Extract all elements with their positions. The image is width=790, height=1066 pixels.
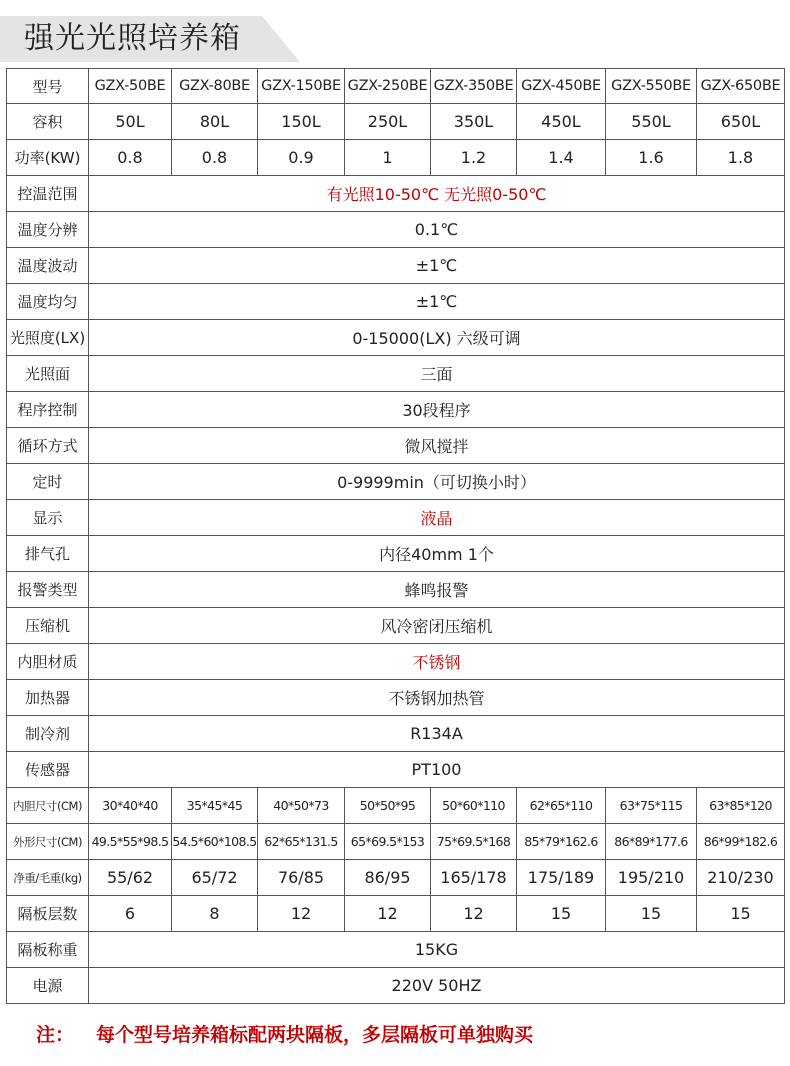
illuminance-value: 0-15000(LX) 六级可调 — [89, 320, 785, 356]
row-label: 隔板称重 — [7, 932, 89, 968]
value-cell: 1.6 — [606, 140, 697, 176]
model-cell: GZX-450BE — [517, 69, 606, 104]
value-cell: 63*75*115 — [606, 788, 697, 824]
footnote — [36, 1020, 555, 1047]
row-label: 内胆尺寸(CM) — [7, 788, 89, 824]
value-cell: 50L — [89, 104, 172, 140]
refrigerant-value: R134A — [89, 716, 785, 752]
value-cell: 54.5*60*108.5 — [172, 824, 258, 860]
value-cell: 12 — [258, 896, 345, 932]
value-cell: 1.4 — [517, 140, 606, 176]
temp-uniformity-value: ±1℃ — [89, 284, 785, 320]
table-row — [7, 392, 785, 428]
table-row — [7, 104, 785, 140]
value-cell: 75*69.5*168 — [431, 824, 517, 860]
value-cell: 6 — [89, 896, 172, 932]
value-cell: 62*65*110 — [517, 788, 606, 824]
liner-value: 不锈钢 — [89, 644, 785, 680]
table-row — [7, 140, 785, 176]
row-label: 定时 — [7, 464, 89, 500]
value-cell: 8 — [172, 896, 258, 932]
footnote-prefix: 注： — [36, 1024, 75, 1046]
table-row — [7, 896, 785, 932]
value-cell: 165/178 — [431, 860, 517, 896]
row-label: 净重/毛重(kg) — [7, 860, 89, 896]
table-row — [7, 69, 785, 104]
footnote-text: 每个型号培养箱标配两块隔板，多层隔板可单独购买 — [96, 1024, 534, 1046]
value-cell: 49.5*55*98.5 — [89, 824, 172, 860]
row-label: 容积 — [7, 104, 89, 140]
table-row — [7, 788, 785, 824]
temp-range-value: 有光照10-50℃ 无光照0-50℃ — [89, 176, 785, 212]
value-cell: 250L — [345, 104, 431, 140]
alarm-value: 蜂鸣报警 — [89, 572, 785, 608]
value-cell: 30*40*40 — [89, 788, 172, 824]
table-row — [7, 932, 785, 968]
value-cell: 55/62 — [89, 860, 172, 896]
vent-value: 内径40mm 1个 — [89, 536, 785, 572]
table-row — [7, 320, 785, 356]
row-label: 程序控制 — [7, 392, 89, 428]
heater-value: 不锈钢加热管 — [89, 680, 785, 716]
value-cell: 210/230 — [697, 860, 785, 896]
value-cell: 350L — [431, 104, 517, 140]
spec-table — [6, 68, 785, 1004]
table-row — [7, 464, 785, 500]
row-label: 外形尺寸(CM) — [7, 824, 89, 860]
row-label: 压缩机 — [7, 608, 89, 644]
model-cell: GZX-250BE — [345, 69, 431, 104]
value-cell: 65*69.5*153 — [345, 824, 431, 860]
table-row — [7, 608, 785, 644]
table-row — [7, 284, 785, 320]
value-cell: 40*50*73 — [258, 788, 345, 824]
value-cell: 80L — [172, 104, 258, 140]
table-row — [7, 752, 785, 788]
table-row — [7, 248, 785, 284]
value-cell: 1 — [345, 140, 431, 176]
value-cell: 86*99*182.6 — [697, 824, 785, 860]
table-row — [7, 536, 785, 572]
model-cell: GZX-80BE — [172, 69, 258, 104]
value-cell: 15 — [697, 896, 785, 932]
value-cell: 65/72 — [172, 860, 258, 896]
value-cell: 450L — [517, 104, 606, 140]
row-label: 显示 — [7, 500, 89, 536]
value-cell: 0.8 — [89, 140, 172, 176]
row-label: 功率(KW) — [7, 140, 89, 176]
title-banner — [0, 16, 300, 62]
value-cell: 86/95 — [345, 860, 431, 896]
model-cell: GZX-650BE — [697, 69, 785, 104]
table-row — [7, 176, 785, 212]
value-cell: 76/85 — [258, 860, 345, 896]
value-cell: 1.8 — [697, 140, 785, 176]
table-row — [7, 824, 785, 860]
sensor-value: PT100 — [89, 752, 785, 788]
value-cell: 12 — [345, 896, 431, 932]
row-label: 温度均匀 — [7, 284, 89, 320]
value-cell: 86*89*177.6 — [606, 824, 697, 860]
value-cell: 15 — [517, 896, 606, 932]
row-label: 电源 — [7, 968, 89, 1004]
row-label: 型号 — [7, 69, 89, 104]
model-cell: GZX-150BE — [258, 69, 345, 104]
value-cell: 50*60*110 — [431, 788, 517, 824]
light-side-value: 三面 — [89, 356, 785, 392]
display-value: 液晶 — [89, 500, 785, 536]
value-cell: 0.9 — [258, 140, 345, 176]
compressor-value: 风冷密闭压缩机 — [89, 608, 785, 644]
row-label: 制冷剂 — [7, 716, 89, 752]
row-label: 内胆材质 — [7, 644, 89, 680]
model-cell: GZX-550BE — [606, 69, 697, 104]
value-cell: 63*85*120 — [697, 788, 785, 824]
table-row — [7, 716, 785, 752]
table-row — [7, 968, 785, 1004]
row-label: 温度波动 — [7, 248, 89, 284]
spec-table-body — [7, 69, 785, 1004]
table-row — [7, 644, 785, 680]
value-cell: 550L — [606, 104, 697, 140]
program-value: 30段程序 — [89, 392, 785, 428]
row-label: 传感器 — [7, 752, 89, 788]
circulation-value: 微风搅拌 — [89, 428, 785, 464]
temp-resolution-value: 0.1℃ — [89, 212, 785, 248]
table-row — [7, 500, 785, 536]
table-row — [7, 428, 785, 464]
timer-value: 0-9999min（可切换小时） — [89, 464, 785, 500]
value-cell: 15 — [606, 896, 697, 932]
row-label: 温度分辨 — [7, 212, 89, 248]
table-row — [7, 572, 785, 608]
temp-fluctuation-value: ±1℃ — [89, 248, 785, 284]
table-row — [7, 212, 785, 248]
row-label: 光照度(LX) — [7, 320, 89, 356]
table-row — [7, 860, 785, 896]
value-cell: 195/210 — [606, 860, 697, 896]
value-cell: 62*65*131.5 — [258, 824, 345, 860]
row-label: 隔板层数 — [7, 896, 89, 932]
value-cell: 85*79*162.6 — [517, 824, 606, 860]
row-label: 报警类型 — [7, 572, 89, 608]
value-cell: 175/189 — [517, 860, 606, 896]
value-cell: 12 — [431, 896, 517, 932]
model-cell: GZX-350BE — [431, 69, 517, 104]
row-label: 控温范围 — [7, 176, 89, 212]
value-cell: 0.8 — [172, 140, 258, 176]
row-label: 光照面 — [7, 356, 89, 392]
value-cell: 650L — [697, 104, 785, 140]
model-cell: GZX-50BE — [89, 69, 172, 104]
table-row — [7, 356, 785, 392]
row-label: 加热器 — [7, 680, 89, 716]
value-cell: 1.2 — [431, 140, 517, 176]
page-title: 强光光照培养箱 — [24, 21, 241, 56]
value-cell: 35*45*45 — [172, 788, 258, 824]
row-label: 排气孔 — [7, 536, 89, 572]
power-supply-value: 220V 50HZ — [89, 968, 785, 1004]
value-cell: 150L — [258, 104, 345, 140]
shelf-load-value: 15KG — [89, 932, 785, 968]
row-label: 循环方式 — [7, 428, 89, 464]
table-row — [7, 680, 785, 716]
value-cell: 50*50*95 — [345, 788, 431, 824]
